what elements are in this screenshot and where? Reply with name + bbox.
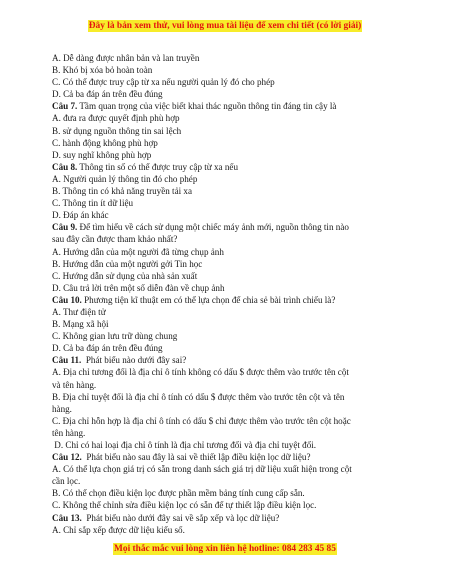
text-line <box>52 270 404 282</box>
question-line <box>52 294 404 306</box>
hotline-text: Mọi thắc mắc vui lòng xin liên hệ hotline: 084 283 45 85 <box>114 544 336 554</box>
question-number: Câu 12. <box>52 452 82 463</box>
line-text: C. Có thể được truy cập từ xa nếu người quản lý đó cho phép <box>52 77 275 88</box>
text-line <box>52 149 404 161</box>
question-text: Thông tin số có thể được truy cập từ xa nếu <box>77 161 238 172</box>
text-line <box>52 306 404 318</box>
line-text: D. Cả ba đáp án trên đều đúng <box>52 89 163 100</box>
text-line <box>52 125 404 137</box>
text-line <box>52 246 404 258</box>
question-line <box>52 512 404 524</box>
line-text: và tên hàng. <box>52 379 97 390</box>
text-line <box>52 415 404 427</box>
question-text: Phương tiện kĩ thuật em có thể lựa chọn để chia sẻ bài trình chiếu là? <box>81 294 336 305</box>
text-line <box>52 366 404 378</box>
question-line <box>52 100 404 112</box>
line-text: B. Có thể chọn điều kiện lọc được phần mềm bảng tính cung cấp sẵn. <box>52 488 305 499</box>
question-text: Phát biểu nào dưới đây sai? <box>81 355 187 366</box>
line-text: D. Đáp án khác <box>52 210 109 221</box>
question-number: Câu 7. <box>52 101 78 112</box>
line-text: B. Thông tin có khả năng truyền tải xa <box>52 186 192 197</box>
line-text: A. Địa chỉ tương đối là địa chỉ ô tính không có dấu $ được thêm vào trước tên cột <box>52 367 349 378</box>
text-line <box>52 52 404 64</box>
text-line <box>52 499 404 511</box>
line-text: C. Hướng dẫn sử dụng của nhà sản xuất <box>52 270 198 281</box>
line-text: A. Người quản lý thông tin đó cho phép <box>52 173 198 184</box>
line-text: D. Cả ba đáp án trên đều đúng <box>52 343 163 354</box>
line-text: B. Hướng dẫn của một người gởi Tin học <box>52 258 203 269</box>
question-text: Tầm quan trọng của việc biết khai thác nguồn thông tin đáng tin cậy là <box>77 101 337 112</box>
line-text: C. Thông tin ít dữ liệu <box>52 198 134 209</box>
line-text: A. Thư điện tử <box>52 306 106 317</box>
text-line <box>52 282 404 294</box>
question-line <box>52 161 404 173</box>
preview-notice-text: Đây là bản xem thử, vui lòng mua tài liệu để xem chi tiết (có lời giải) <box>88 21 362 31</box>
line-text: tên hàng. <box>52 427 86 438</box>
line-text: cần lọc. <box>52 476 81 487</box>
line-text: B. Địa chỉ tuyệt đối là địa chỉ ô tính có dấu $ được thêm vào trước tên cột và tên <box>52 391 345 402</box>
question-content <box>52 52 404 536</box>
line-text: hàng. <box>52 403 72 414</box>
question-line <box>52 221 404 233</box>
question-number: Câu 8. <box>52 161 78 172</box>
text-line <box>52 197 404 209</box>
text-line <box>52 112 404 124</box>
question-number: Câu 10. <box>52 294 82 305</box>
preview-notice-banner <box>0 21 450 31</box>
text-line <box>52 209 404 221</box>
question-number: Câu 9. <box>52 222 78 233</box>
text-line <box>52 524 404 536</box>
text-line <box>52 233 404 245</box>
line-text: D. Chỉ có hai loại địa chỉ ô tính là địa chỉ tương đối và địa chỉ tuyệt đối. <box>52 440 317 450</box>
line-text: B. Mạng xã hội <box>52 319 109 330</box>
line-text: B. Khó bị xóa bỏ hoàn toàn <box>52 65 153 76</box>
text-line <box>52 463 404 475</box>
text-line <box>52 185 404 197</box>
question-text: Để tìm hiểu về cách sử dụng một chiếc máy ảnh mới, nguồn thông tin nào <box>77 222 349 233</box>
line-text: D. Câu trả lời trên một số diễn đàn về chụp ảnh <box>52 282 225 293</box>
line-text: C. Không gian lưu trữ dùng chung <box>52 331 178 342</box>
hotline-banner <box>0 544 450 554</box>
line-text: C. hành động không phù hợp <box>52 137 158 148</box>
line-text: A. đưa ra được quyết định phù hợp <box>52 113 180 124</box>
line-text: D. suy nghĩ không phù hợp <box>52 149 152 160</box>
text-line <box>52 427 404 439</box>
text-line <box>52 76 404 88</box>
question-text: Phát biểu nào dưới đây sai về sắp xếp và lọc dữ liệu? <box>81 512 280 523</box>
line-text: A. Dễ dàng được nhân bản và lan truyền <box>52 53 200 63</box>
line-text: A. Có thể lựa chọn giá trị có sẵn trong danh sách giá trị dữ liệu xuất hiện trong cột <box>52 464 352 475</box>
text-line <box>52 88 404 100</box>
text-line <box>52 475 404 487</box>
text-line <box>52 173 404 185</box>
text-line <box>52 137 404 149</box>
line-text: sau đây cần được tham khảo nhất? <box>52 234 178 245</box>
question-line <box>52 354 404 366</box>
line-text: A. Hướng dẫn của một người đã từng chụp ảnh <box>52 246 224 257</box>
text-line <box>52 487 404 499</box>
text-line <box>52 330 404 342</box>
line-text: C. Không thể chỉnh sửa điều kiện lọc có sẵn để tự thiết lập điều kiện lọc. <box>52 500 317 511</box>
text-line <box>52 379 404 391</box>
text-line <box>52 64 404 76</box>
question-line <box>52 451 404 463</box>
text-line <box>52 318 404 330</box>
question-number: Câu 11. <box>52 355 82 366</box>
question-number: Câu 13. <box>52 512 82 523</box>
question-text: Phát biểu nào sau đây là sai về thiết lập điều kiện lọc dữ liệu? <box>81 452 311 463</box>
line-text: C. Địa chỉ hỗn hợp là địa chỉ ô tính có dấu $ chỉ được thêm vào trước tên cột hoặc <box>52 415 351 426</box>
text-line <box>52 342 404 354</box>
text-line <box>52 391 404 403</box>
text-line <box>52 403 404 415</box>
text-line <box>52 258 404 270</box>
text-line <box>52 439 404 451</box>
line-text: A. Chỉ sắp xếp được dữ liệu kiểu số. <box>52 524 185 535</box>
line-text: B. sử dụng nguồn thông tin sai lệch <box>52 125 182 136</box>
